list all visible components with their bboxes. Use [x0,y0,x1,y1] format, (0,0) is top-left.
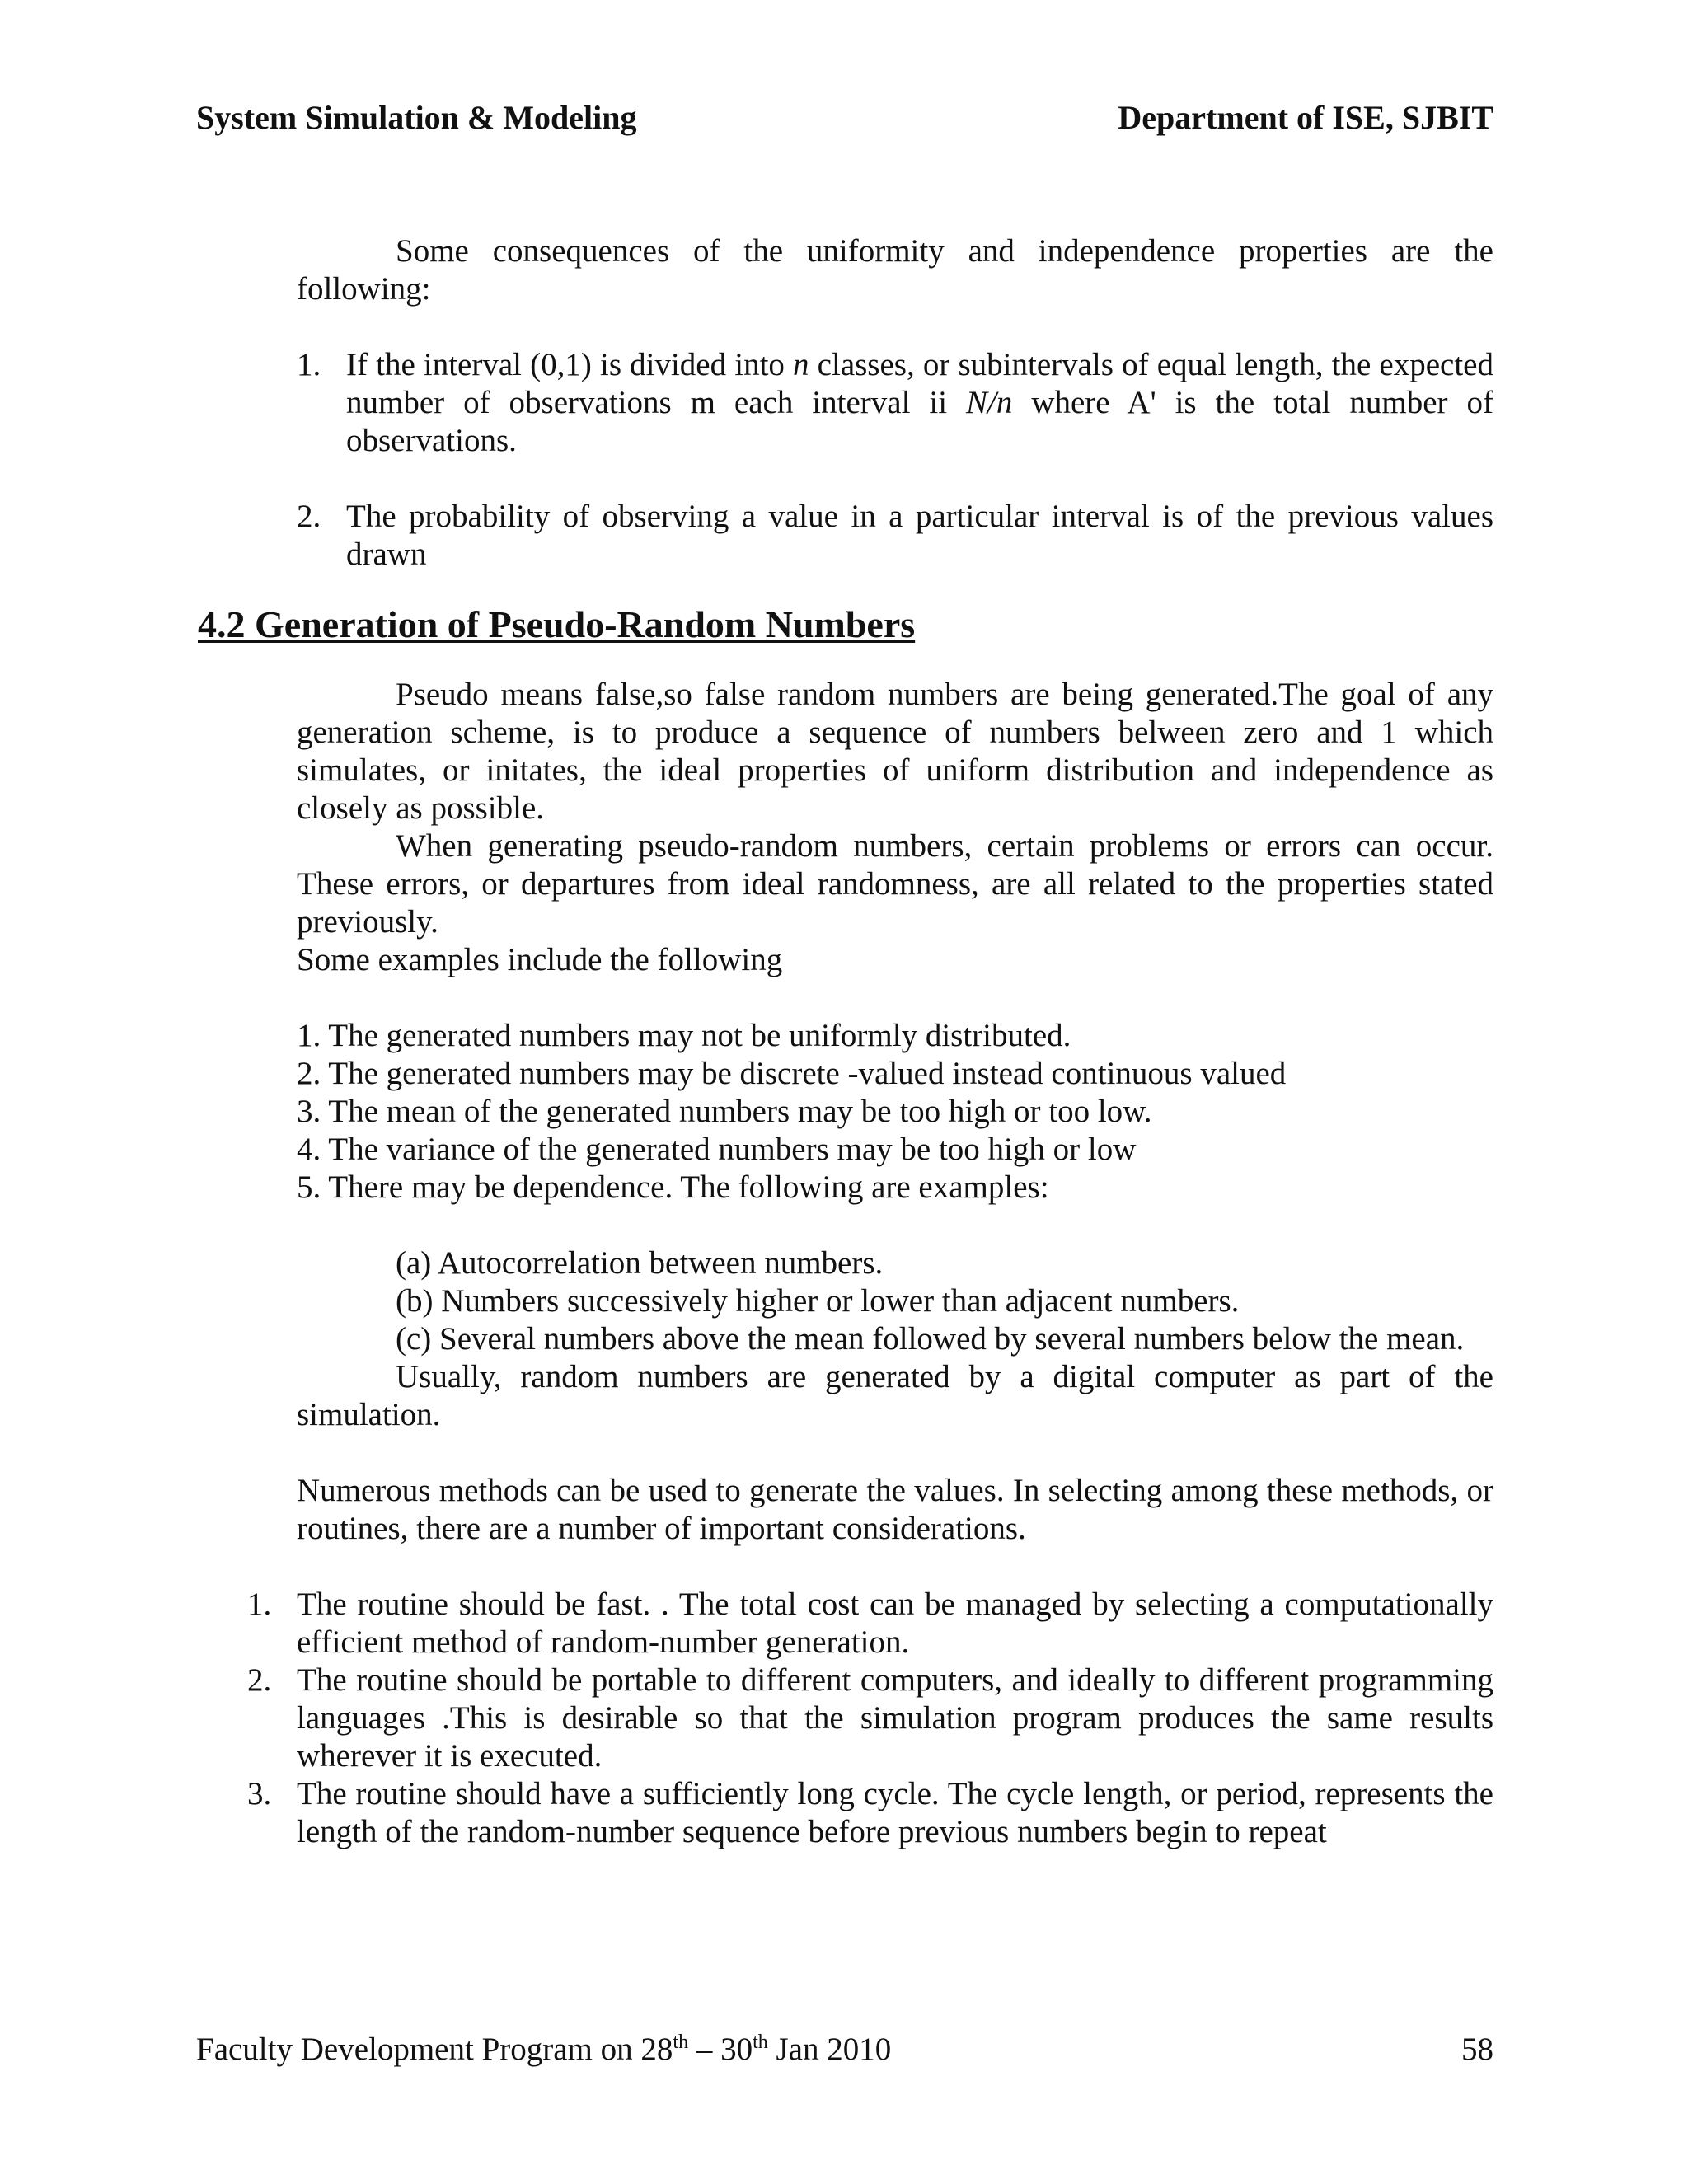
property-text [346,346,1493,460]
paragraph: When generating pseudo-random numbers, certain problems or errors can occur. These errors, or departures from ideal randomness, are all related to the properties stated previously. [297,828,1493,940]
list-item: (c) Several numbers above the mean followed by several numbers below the mean. [396,1321,1465,1357]
list-item: 2. The generated numbers may be discrete -valued instead continuous valued [297,1056,1287,1091]
property-text-part: If the interval (0,1) is divided into [346,347,794,382]
footer-program [196,2029,891,2070]
list-item: 3. The mean of the generated numbers may be too high or too low. [297,1094,1152,1129]
list-number: 3. [247,1776,272,1811]
list-item: (a) Autocorrelation between numbers. [396,1245,884,1281]
footer-superscript: th [673,2032,689,2053]
page-content [198,232,1493,1851]
list-text: The routine should be portable to different computers, and ideally to different programming languages .This is desirable so that the simulation program produces the same results wherever it is executed. [297,1662,1493,1774]
list-text: The routine should be fast. . The total cost can be managed by selecting a computationally efficient method of random-number generation. [297,1586,1493,1660]
list-item: (b) Numbers successively higher or lower than adjacent numbers. [396,1283,1240,1319]
property-item [297,346,1493,460]
footer-text: – 30 [688,2032,753,2067]
paragraph: Some examples include the following [297,942,783,977]
list-item [247,1586,1493,1661]
header-department: Department of ISE, SJBIT [1118,99,1493,136]
page-number: 58 [1461,2032,1493,2067]
variable-n: n [793,347,809,382]
paragraph: Usually, random numbers are generated by a digital computer as part of the simulation. [297,1359,1493,1432]
property-text-part: classes, or subintervals of equal length, the expected number of observations m each interval ii [346,347,1493,420]
footer-text: Jan 2010 [767,2032,892,2067]
footer-superscript: th [753,2032,768,2053]
considerations-list [247,1586,1493,1851]
list-item: 1. The generated numbers may not be uniformly distributed. [297,1018,1071,1053]
list-item [247,1661,1493,1775]
list-item: 5. There may be dependence. The following are examples: [297,1169,1049,1205]
property-number: 2. [297,499,321,534]
page-footer [196,2029,1493,2070]
list-number: 2. [247,1662,272,1698]
list-text: The routine should have a sufficiently long cycle. The cycle length, or period, represents the length of the random-number sequence before previous numbers begin to repeat [297,1776,1493,1849]
footer-text: Faculty Development Program on 28 [196,2032,673,2067]
intro-paragraph: Some consequences of the uniformity and independence properties are the following: [297,233,1493,307]
dependence-examples-list [297,1244,1493,1358]
problems-list [297,1017,1493,1207]
property-number: 1. [297,347,321,382]
paragraph: Pseudo means false,so false random numbers are being generated.The goal of any generation scheme, is to produce a sequence of numbers belween zero and 1 which simulates, or initates, the ideal properties of uniform distribution and independence as closely as possible. [297,677,1493,826]
property-text: The probability of observing a value in a particular interval is of the previous values drawn [346,499,1493,572]
header-course-title: System Simulation & Modeling [196,99,637,136]
list-item: 4. The variance of the generated numbers may be too high or low [297,1132,1137,1167]
paragraph: Numerous methods can be used to generate the values. In selecting among these methods, or routines, there are a number of important considerations. [297,1473,1493,1546]
property-item [297,498,1493,574]
property-text-part: where A' is the total number of observations. [346,385,1493,458]
list-item [247,1775,1493,1851]
page-header [196,97,1493,138]
variable-n-over-n: N/n [966,385,1013,420]
list-number: 1. [247,1586,272,1622]
section-heading: 4.2 Generation of Pseudo-Random Numbers [198,603,916,645]
